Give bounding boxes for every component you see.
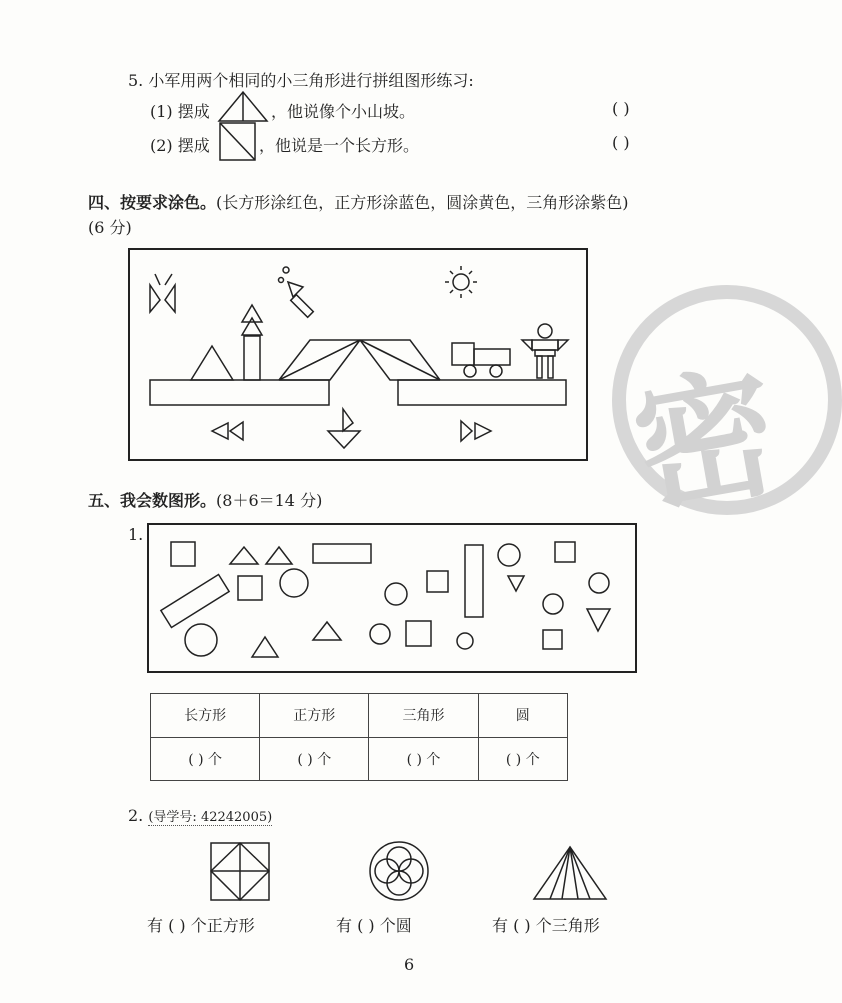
answer-triangle-count[interactable]: ( ) 个 bbox=[369, 737, 478, 781]
answer-squares[interactable]: 有 ( ) 个正方形 bbox=[147, 916, 255, 935]
q5-item2-suffix: ，他说是一个长方形。 bbox=[259, 136, 420, 155]
header-circle: 圆 bbox=[478, 694, 567, 738]
squares-figure bbox=[211, 843, 269, 900]
q5-item1-answer[interactable]: ( ) bbox=[612, 99, 630, 118]
watermark-char: 密 bbox=[622, 349, 790, 535]
section5-score: (8＋6＝14 分) bbox=[216, 491, 323, 510]
q5-title: 5. 小军用两个相同的小三角形进行拼组图形练习: bbox=[128, 71, 474, 90]
q5-item2-answer[interactable]: ( ) bbox=[612, 133, 630, 152]
header-triangle: 三角形 bbox=[369, 694, 478, 738]
section4-score: (6 分) bbox=[88, 218, 132, 237]
answer-triangles[interactable]: 有 ( ) 个三角形 bbox=[492, 916, 600, 935]
circles-figure bbox=[370, 842, 428, 900]
q5-item2-prefix: (2) 摆成 bbox=[150, 136, 210, 155]
q1-label: 1. bbox=[128, 525, 144, 544]
section5-title: 五、我会数图形。 bbox=[88, 491, 217, 510]
page-number: 6 bbox=[404, 955, 415, 974]
q2-label: 2. bbox=[128, 806, 144, 825]
section4-title: 四、按要求涂色。 bbox=[88, 193, 217, 212]
answer-circles[interactable]: 有 ( ) 个圆 bbox=[336, 916, 412, 935]
answer-square-count[interactable]: ( ) 个 bbox=[260, 737, 369, 781]
q5-item1-suffix: ，他说像个小山坡。 bbox=[271, 102, 416, 121]
section4-desc: (长方形涂红色，正方形涂蓝色，圆涂黄色，三角形涂紫色) bbox=[216, 193, 629, 212]
header-square: 正方形 bbox=[260, 694, 369, 738]
header-rectangle: 长方形 bbox=[151, 694, 260, 738]
answer-rectangle-count[interactable]: ( ) 个 bbox=[151, 737, 260, 781]
answer-circle-count[interactable]: ( ) 个 bbox=[478, 737, 567, 781]
q5-item1-prefix: (1) 摆成 bbox=[150, 102, 210, 121]
q2-note: (导学号: 42242005) bbox=[148, 810, 273, 825]
triangles-figure bbox=[534, 847, 606, 899]
